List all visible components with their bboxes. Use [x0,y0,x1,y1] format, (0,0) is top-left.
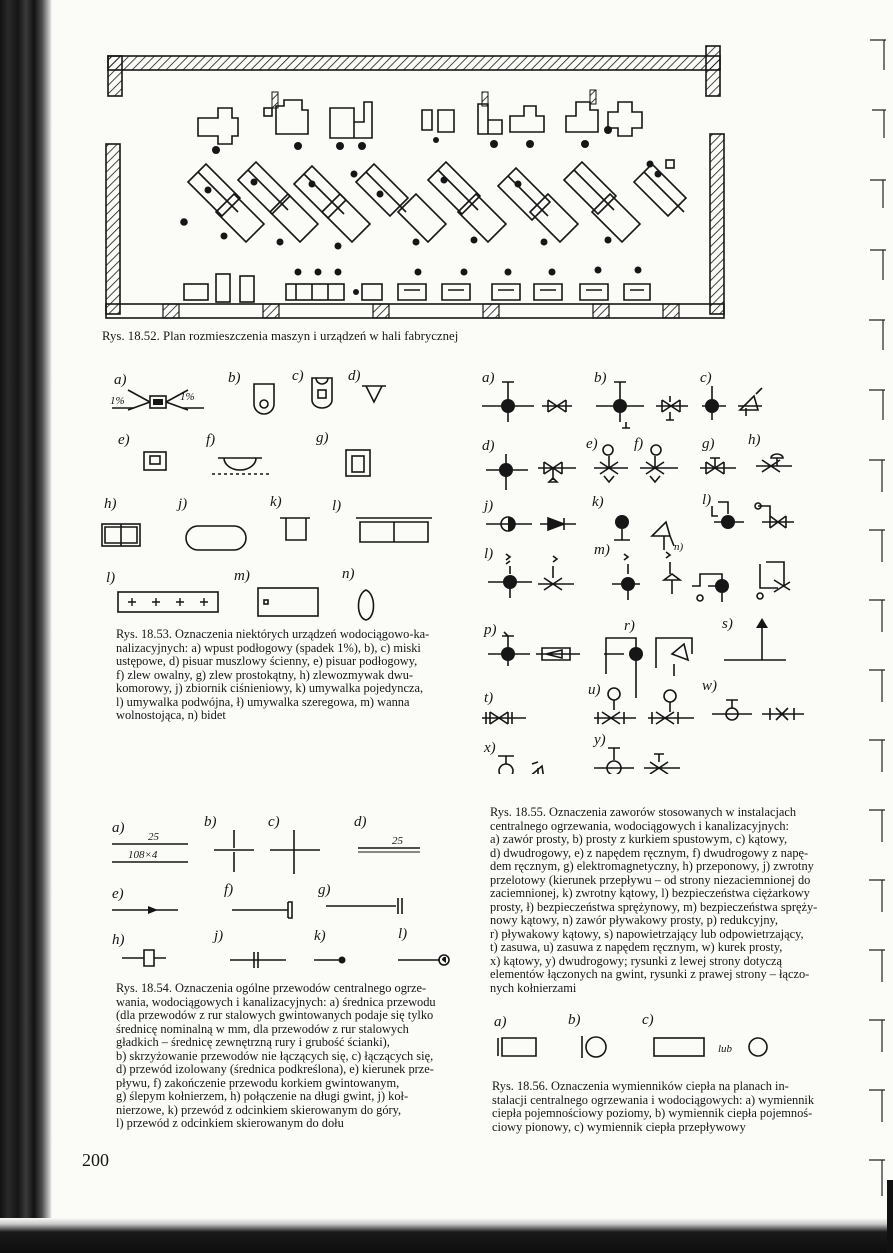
fig56-caption-line: ciepła pojemnościowy poziomy, b) wymiennik ciepła pojemnoś- [492,1106,813,1120]
fig-18-56-heat-exchanger-symbols [490,1010,790,1070]
fig53-label: k) [270,494,282,510]
fig54-caption-line: wania, wodociągowych i kanalizacyjnych: a) średnica przewodu [116,994,436,1009]
fig55-caption-line: Rys. 18.55. Oznaczenia zaworów stosowanych w instalacjach [490,805,797,819]
fig55-label: m) [594,542,610,558]
scan-right-edge-marks [866,0,893,1253]
fig55-label: y) [594,732,606,748]
fig54-caption-line: średnicę nominalną w mm, dla przewodów z rur stalowych [116,1021,409,1036]
fig-18-56-caption [492,1080,838,1134]
fig54-label: e) [112,886,124,902]
fig54-caption-line: l) przewód z odcinkiem skierowanym do dołu [116,1116,344,1130]
fig54-label: a) [112,820,125,836]
fig53-caption-line: komorowy, j) zbiornik ciśnieniowy, k) umywalka pojedyncza, [116,681,424,695]
fig53-label: b) [228,370,241,386]
fig54-caption-line: g) ślepym kołnierzem, h) połączenie na długi gwint, j) koł- [116,1089,409,1103]
fig55-label: l) [702,492,712,508]
fig54-label: j) [214,928,224,944]
fig53-label: m) [234,568,250,584]
fig53-caption-line: nalizacyjnych: a) wpust podłogowy (spadek 1%), b), c) miski [116,640,421,655]
fig54-caption-line: nierzowe, k) przewód z odcinkiem skierowanym do góry, [116,1102,402,1117]
fig54-label: f) [224,882,234,898]
fig56-caption-line: ciowy pionowy, c) wymiennik ciepła przepływowy [492,1119,746,1134]
fig53-label: n) [342,566,355,582]
fig-18-53-sanitary-symbols [100,362,460,624]
fig55-label: d) [482,438,495,454]
fig53-label: j) [178,496,188,512]
fig55-caption-line: nowy kątowy, n) zawór pływakowy prosty, p) redukcyjny, [490,913,779,927]
fig-18-53-caption [116,628,450,723]
fig54-label: d) [354,814,367,830]
fig55-label: p) [484,622,497,638]
fig55-label: t) [484,690,494,706]
fig55-label: w) [702,678,717,694]
fig55-caption-line: przelotowy (kierunek przepływu – od strony niezaciemnionej do [490,872,811,887]
fig55-caption-line: dem ręcznym, g) elektromagnetyczny, h) przeponowy, j) zwrotny [490,859,814,873]
fig53-caption-line: Rys. 18.53. Oznaczenia niektórych urządzeń wodociągowo-ka- [116,627,430,641]
fig53-label: a) [114,372,127,388]
fig54-dim-a-top: 25 [148,831,159,843]
fig55-label: c) [700,370,712,386]
fig54-label: k) [314,928,326,944]
fig-18-55-valve-symbols [476,364,816,774]
fig55-caption-line: zaciemnionej, k) zwrotny kątowy, l) bezpieczeństwa ciężarkowy [490,886,810,900]
fig53-label: g) [316,430,329,446]
fig54-caption-line: (dla przewodów z rur stalowych gwintowanych podaje się tylko [116,1008,434,1022]
fig55-caption-line: x) kątowy, y) dwudrogowy; rysunki z lewej strony dotyczą [490,953,783,968]
fig56-lub: lub [718,1043,733,1055]
fig54-label: h) [112,932,125,948]
fig56-label: b) [568,1012,581,1028]
fig55-caption-line: prosty, ł) bezpieczeństwa sprężynowy, m) bezpieczeństwa spręży- [490,899,818,914]
fig53-label: c) [292,368,304,384]
fig53-caption-line: ustępowe, d) pisuar muszlowy ścienny, e) pisuar podłogowy, [116,654,418,668]
fig56-caption-line: stalacji centralnego ogrzewania i wodociągowych: a) wymiennik [492,1092,815,1107]
fig55-label: e) [586,436,598,452]
fig55-label: j) [484,498,494,514]
fig55-caption-line: a) zawór prosty, b) prosty z kurkiem spustowym, c) kątowy, [490,832,788,846]
fig53-label: l) [106,570,116,586]
page-number: 200 [82,1150,109,1170]
fig54-caption-line: gładkich – średnicę zewnętrzną rury i grubość ścianki), [116,1035,390,1049]
fig-18-55-caption [490,806,838,995]
fig55-label: u) [588,682,601,698]
scan-bottom-shadow [0,1218,893,1253]
fig54-label: b) [204,814,217,830]
fig55-label: f) [634,436,644,452]
fig54-caption-line: pływu, f) zakończenie przewodu korkiem gwintowanym, [116,1075,400,1090]
fig53-slope-right: 1% [180,391,195,403]
fig55-label: n) [674,541,684,553]
fig54-dim-a-bottom: 108×4 [128,849,158,861]
fig55-label: l) [484,546,494,562]
fig54-label: l) [398,926,408,942]
fig53-label: d) [348,368,361,384]
fig-18-54-caption [116,982,460,1131]
fig54-caption-line: d) przewód izolowany (średnica podkreślona), e) kierunek prze- [116,1062,434,1076]
fig55-caption-line: nych kołnierzami [490,980,577,995]
fig53-caption-line: l) umywalka podwójna, ł) umywalka szeregowa, m) wanna [116,694,410,709]
fig56-label: c) [642,1012,654,1028]
fig54-label: c) [268,814,280,830]
fig56-label: a) [494,1014,507,1030]
fig53-label: f) [206,432,216,448]
fig53-label: l) [332,498,342,514]
fig54-label: g) [318,882,331,898]
fig55-label: r) [624,618,635,634]
fig53-caption-line: wolnostojąca, n) bidet [116,708,226,722]
fig-18-54-pipe-symbols [108,810,458,975]
fig56-caption-line: Rys. 18.56. Oznaczenia wymienników ciepła na planach in- [492,1079,789,1093]
fig55-label: b) [594,370,607,386]
fig55-label: k) [592,494,604,510]
factory-hall-plan [98,44,734,328]
fig55-label: h) [748,432,761,448]
fig55-caption-line: d) dwudrogowy, e) z napędem ręcznym, f) dwudrogowy z napę- [490,845,809,860]
fig54-dim-d: 25 [392,835,403,847]
fig55-label: a) [482,370,495,386]
fig53-label: e) [118,432,130,448]
scan-binding-shadow [0,0,52,1253]
fig53-slope-left: 1% [110,395,125,407]
fig55-label: g) [702,436,715,452]
fig55-caption-line: t) zasuwa, u) zasuwa z napędem ręcznym, w) kurek prosty, [490,940,783,954]
fig55-label: s) [722,616,733,632]
fig55-caption-line: r) pływakowy kątowy, s) napowietrzający lub odpowietrzający, [490,926,804,941]
fig55-label: x) [484,740,496,756]
fig55-caption-line: elementów łączonych na gwint, rysunki z prawej strony – łączo- [490,967,810,981]
fig54-caption-line: Rys. 18.54. Oznaczenia ogólne przewodów centralnego ogrze- [116,981,427,995]
fig55-caption-line: centralnego ogrzewania, wodociągowych i kanalizacyjnych: [490,818,789,833]
fig53-label: h) [104,496,117,512]
fig53-caption-line: f) zlew owalny, g) zlew prostokątny, h) zlewozmywak dwu- [116,667,414,682]
fig-18-52-caption: Rys. 18.52. Plan rozmieszczenia maszyn i urządzeń w hali fabrycznej [102,329,459,343]
fig54-caption-line: b) skrzyżowanie przewodów nie łączących się, c) łączących się, [116,1048,434,1063]
